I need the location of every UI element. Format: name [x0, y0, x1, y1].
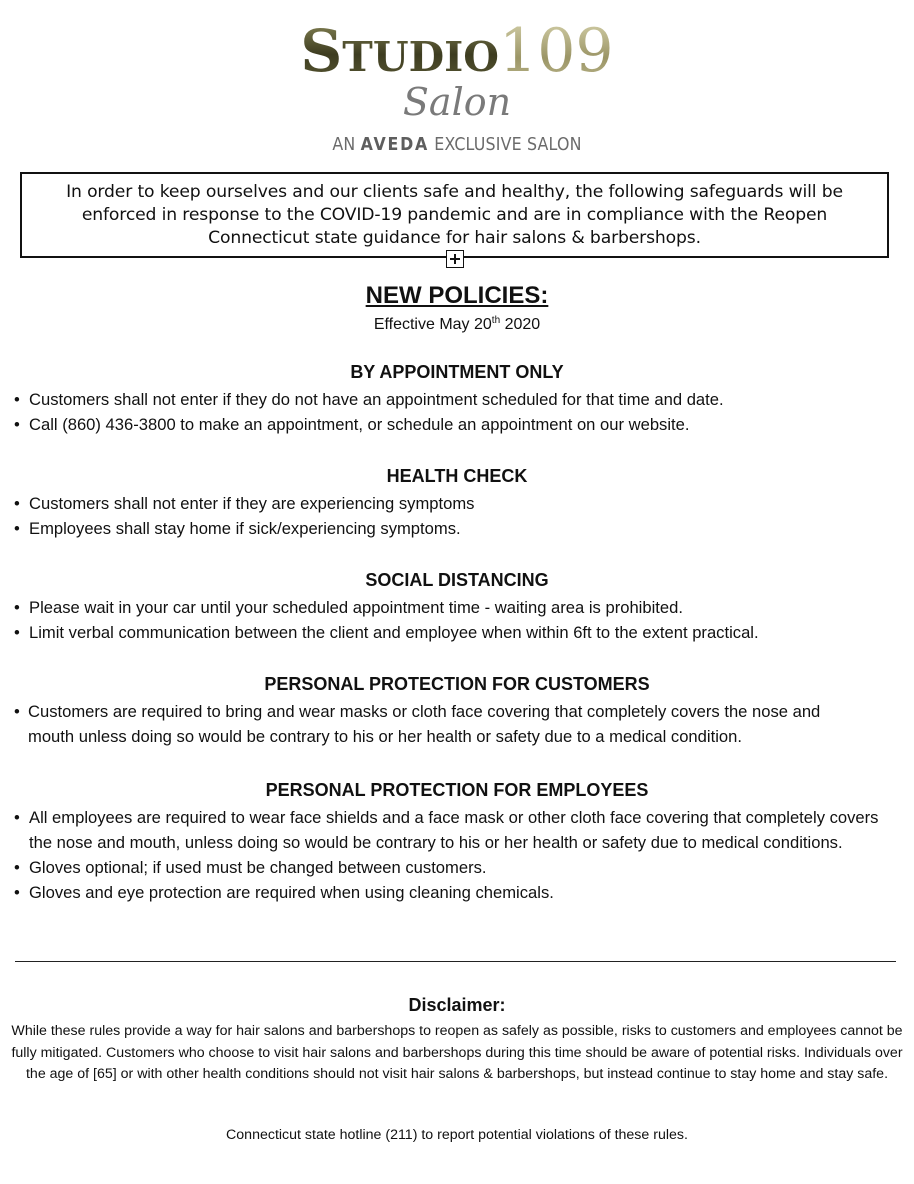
section-social-distancing: [0, 568, 914, 645]
section-employee-protection: [0, 778, 914, 905]
tag-suffix: EXCLUSIVE SALON: [434, 134, 582, 155]
bullet-list: [0, 805, 914, 905]
divider: [15, 961, 896, 962]
policies-title: NEW POLICIES:: [365, 282, 549, 309]
bullet-list: [0, 491, 914, 541]
logo-wordmark: [0, 16, 914, 86]
section-appointment: [0, 360, 914, 437]
bullet-item: • Please wait in your car until your scheduled appointment time - waiting area is prohibited.: [0, 595, 914, 620]
bullet-item: • Gloves optional; if used must be changed between customers.: [0, 855, 914, 880]
expand-icon[interactable]: [446, 250, 464, 268]
logo-word-studio: Studio: [300, 17, 500, 85]
effective-sup: th: [491, 315, 501, 326]
bullet-item: • Call (860) 436-3800 to make an appointment, or schedule an appointment on our website.: [0, 412, 914, 437]
section-customer-protection: [0, 672, 914, 749]
bullet-item: • All employees are required to wear face shields and a face mask or other cloth face covering that completely covers the nose and mouth, unless doing so would be contrary to his or her health or safety due to medical conditions.: [0, 805, 914, 855]
bullet-item: • Customers shall not enter if they do not have an appointment scheduled for that time and date.: [0, 387, 914, 412]
section-heading: PERSONAL PROTECTION FOR CUSTOMERS: [264, 674, 650, 694]
covid-notice-box: [20, 172, 889, 258]
bullet-item: • Limit verbal communication between the client and employee when within 6ft to the extent practical.: [0, 620, 914, 645]
tag-brand: AVEDA: [360, 134, 430, 155]
covid-notice-text: In order to keep ourselves and our clients safe and healthy, the following safeguards will be enforced in response to the COVID-19 pandemic and are in compliance with the Reopen Connecticut state guidance for hair salons & barbershops.: [66, 181, 843, 248]
logo-number: 109: [499, 16, 614, 86]
effective-date: [0, 311, 914, 335]
bullet-list: [0, 699, 914, 749]
section-heading: SOCIAL DISTANCING: [365, 570, 549, 590]
section-heading: HEALTH CHECK: [386, 466, 528, 486]
effective-prefix: Effective May 20: [373, 316, 492, 333]
bullet-item: • Customers are required to bring and wear masks or cloth face covering that completely covers the nose and mouth unless doing so would be contrary to his or her health or safety due to a medical condition.: [0, 699, 914, 749]
section-health-check: [0, 464, 914, 541]
logo-script-salon: Salon: [402, 80, 512, 124]
section-heading: BY APPOINTMENT ONLY: [350, 362, 564, 382]
effective-suffix: 2020: [500, 316, 541, 333]
bullet-list: [0, 595, 914, 645]
disclaimer-body: While these rules provide a way for hair salons and barbershops to reopen as safely as possible, risks to customers and employees cannot be fully mitigated. Customers who choose to visit hair salons and barbershops during this time should be aware of potential risks. Individuals over the age of [65] or with other health conditions should not visit hair salons & barbershops, but instead continue to stay home and stay safe.: [11, 1023, 903, 1082]
logo-tagline: [55, 133, 859, 157]
bullet-item: • Customers shall not enter if they are experiencing symptoms: [0, 491, 914, 516]
bullet-item: • Gloves and eye protection are required when using cleaning chemicals.: [0, 880, 914, 905]
studio109-logo: [0, 0, 914, 160]
tag-prefix: AN: [332, 134, 356, 155]
bullet-list: [0, 387, 914, 437]
disclaimer-heading: Disclaimer:: [408, 995, 506, 1015]
section-heading: PERSONAL PROTECTION FOR EMPLOYEES: [265, 780, 649, 800]
bullet-item: • Employees shall stay home if sick/experiencing symptoms.: [0, 516, 914, 541]
hotline-text: Connecticut state hotline (211) to report potential violations of these rules.: [226, 1127, 688, 1143]
